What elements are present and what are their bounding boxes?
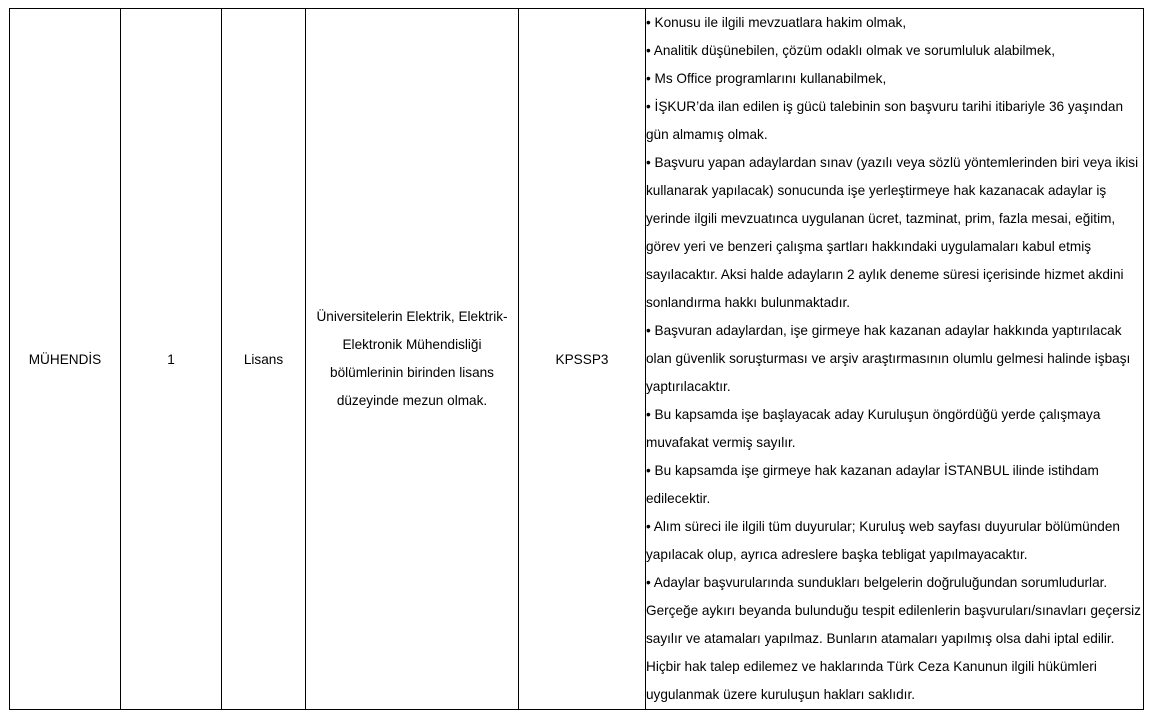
- requirement-item: • İŞKUR’da ilan edilen iş gücü talebinin son başvuru tarihi itibariyle 36 yaşından gün almamış olmak.: [646, 99, 1124, 142]
- requirement-item: • Başvuran adaylardan, işe girmeye hak kazanan adaylar hakkında yaptırılacak olan güvenlik soruşturması ve arşiv araştırmasının olumlu gelmesi halinde işbaşı yaptırılacaktır.: [646, 323, 1131, 394]
- count-cell: 1: [121, 9, 222, 710]
- table-row: [10, 9, 1144, 710]
- requirement-item: • Analitik düşünebilen, çözüm odaklı olmak ve sorumluluk alabilmek,: [646, 43, 1055, 58]
- requirement-item: • Alım süreci ile ilgili tüm duyurular; Kuruluş web sayfası duyurular bölümünden yapılacak olup, ayrıca adreslere başka tebligat yapılmayacaktır.: [646, 519, 1120, 562]
- requirement-item: • Bu kapsamda işe başlayacak aday Kuruluşun öngördüğü yerde çalışmaya muvafakat vermiş sayılır.: [646, 407, 1101, 450]
- job-listing-table: [9, 8, 1144, 710]
- position-cell: MÜHENDİS: [10, 9, 121, 710]
- education-level-cell: Lisans: [222, 9, 306, 710]
- requirement-item: • Ms Office programlarını kullanabilmek,: [646, 71, 887, 86]
- qualification-cell: Üniversitelerin Elektrik, Elektrik-Elektronik Mühendisliği bölümlerinin birinden lisans düzeyinde mezun olmak.: [306, 9, 519, 710]
- requirement-item: • Başvuru yapan adaylardan sınav (yazılı veya sözlü yöntemlerinden biri veya ikisi kullanarak yapılacak) sonucunda işe yerleştirmeye hak kazanacak adaylar iş yerinde ilgili mevzuatınca uygulanan ücret, tazminat, prim, fazla mesai, eğitim, görev yeri ve benzeri çalışma şartları hakkındaki uygulamaları kabul etmiş sayılacaktır. Aksi halde adayların 2 aylık deneme süresi içerisinde hizmet akdini sonlandırma hakkı bulunmaktadır.: [646, 155, 1139, 310]
- requirement-item: • Konusu ile ilgili mevzuatlara hakim olmak,: [646, 15, 907, 30]
- requirement-item: • Adaylar başvurularında sundukları belgelerin doğruluğundan sorumludurlar. Gerçeğe aykırı beyanda bulunduğu tespit edilenlerin başvuruları/sınavları geçersiz sayılır ve atamaları yapılmaz. Bunların atamaları yapılmış olsa dahi iptal edilir. Hiçbir hak talep edilemez ve haklarında Türk Ceza Kanunun ilgili hükümleri uygulanmak üzere kuruluşun hakları saklıdır.: [646, 575, 1141, 702]
- exam-cell: KPSSP3: [519, 9, 646, 710]
- requirement-item: • Bu kapsamda işe girmeye hak kazanan adaylar İSTANBUL ilinde istihdam edilecektir.: [646, 463, 1099, 506]
- requirements-cell: [646, 9, 1144, 710]
